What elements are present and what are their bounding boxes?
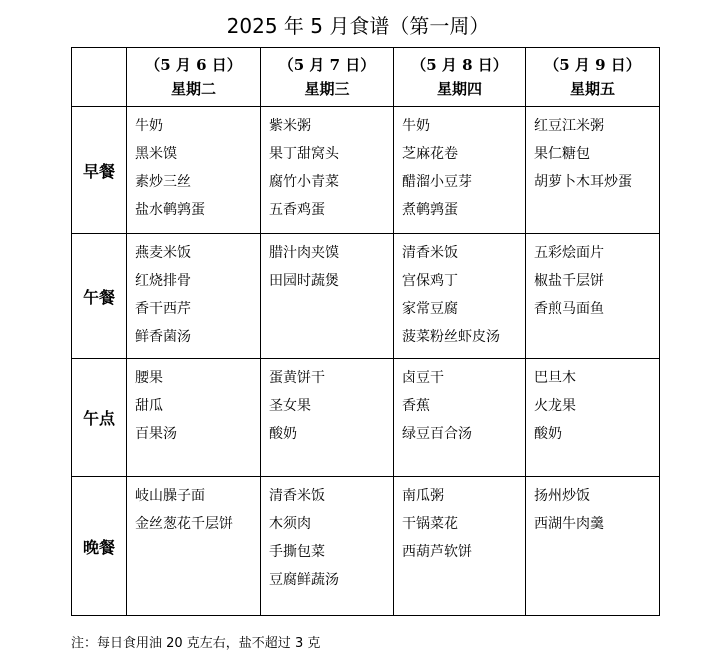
dish-item: 圣女果 [269,398,311,414]
page-title: 2025 年 5 月食谱（第一周） [226,14,490,38]
day-weekday: 星期二 [170,80,216,98]
dish-item: 甜瓜 [135,398,163,414]
dish-item: 芝麻花卷 [402,146,458,162]
dish-item: 酸奶 [269,426,297,442]
dish-item: 清香米饭 [269,488,325,504]
menu-cell [261,359,394,477]
dish-item: 牛奶 [402,118,430,134]
dish-item: 胡萝卜木耳炒蛋 [534,174,632,190]
day-weekday: 星期五 [569,80,615,98]
footnote: 注：每日食用油 20 克左右，盐不超过 3 克 [71,636,321,651]
menu-cell [261,477,394,616]
dish-item: 腊汁肉夹馍 [269,245,339,261]
dish-item: 紫米粥 [269,118,311,134]
dish-item: 西葫芦软饼 [402,544,472,560]
day-header-tue [127,48,261,107]
dish-item: 腰果 [135,370,163,386]
dish-item: 香干西芹 [135,301,191,317]
dish-item: 腐竹小青菜 [269,174,339,190]
menu-cell [526,359,660,477]
dish-item: 干锅菜花 [402,516,458,532]
dish-item: 豆腐鲜蔬汤 [269,572,339,588]
menu-table [71,47,660,616]
day-date: （5 月 8 日） [411,56,508,74]
dish-item: 扬州炒饭 [534,488,590,504]
dish-item: 宫保鸡丁 [402,273,458,289]
menu-cell [394,107,526,234]
dish-item: 燕麦米饭 [135,245,191,261]
meal-row-breakfast [72,107,660,234]
meal-row-snack [72,359,660,477]
header-row [72,48,660,107]
dish-item: 红烧排骨 [135,273,191,289]
dish-item: 火龙果 [534,398,576,414]
dish-item: 木须肉 [269,516,311,532]
dish-item: 巴旦木 [534,370,576,386]
day-header-thu [394,48,526,107]
dish-item: 绿豆百合汤 [402,426,472,442]
day-date: （5 月 6 日） [145,56,242,74]
dish-item: 红豆江米粥 [534,118,604,134]
dish-item: 岐山臊子面 [135,488,205,504]
dish-item: 香煎马面鱼 [534,301,604,317]
day-weekday: 星期四 [436,80,482,98]
dish-item: 牛奶 [135,118,163,134]
menu-cell [127,477,261,616]
menu-cell [526,234,660,359]
meal-label: 早餐 [72,107,127,234]
day-date: （5 月 7 日） [278,56,376,74]
dish-item: 五彩烩面片 [534,245,604,261]
corner-cell [72,48,127,107]
dish-item: 百果汤 [135,426,177,442]
day-weekday: 星期三 [304,80,350,98]
meal-row-dinner [72,477,660,616]
menu-cell [394,359,526,477]
dish-item: 酸奶 [534,426,562,442]
dish-item: 素炒三丝 [135,174,191,190]
menu-cell [526,477,660,616]
dish-item: 西湖牛肉羹 [534,516,604,532]
dish-item: 菠菜粉丝虾皮汤 [402,329,500,345]
menu-cell [394,234,526,359]
dish-item: 手撕包菜 [269,544,325,560]
dish-item: 家常豆腐 [402,301,458,317]
day-header-wed [261,48,394,107]
menu-cell [261,107,394,234]
dish-item: 南瓜粥 [402,488,444,504]
dish-item: 蛋黄饼干 [269,370,325,386]
dish-item: 田园时蔬煲 [269,273,339,289]
menu-cell [261,234,394,359]
dish-item: 盐水鹌鹑蛋 [135,202,205,218]
day-header-fri [526,48,660,107]
menu-cell [394,477,526,616]
menu-cell [127,234,261,359]
dish-item: 椒盐千层饼 [534,273,604,289]
meal-label: 午餐 [72,234,127,359]
dish-item: 果丁甜窝头 [269,146,339,162]
dish-item: 鲜香菌汤 [135,329,191,345]
dish-item: 金丝葱花千层饼 [135,516,233,532]
dish-item: 果仁糖包 [534,146,590,162]
meal-label: 午点 [72,359,127,477]
menu-cell [127,359,261,477]
menu-cell [127,107,261,234]
meal-label: 晚餐 [72,477,127,616]
dish-item: 煮鹌鹑蛋 [402,202,458,218]
dish-item: 香蕉 [402,398,430,414]
dish-item: 五香鸡蛋 [269,202,325,218]
meal-row-lunch [72,234,660,359]
day-date: （5 月 9 日） [544,56,641,74]
dish-item: 黑米馍 [135,146,177,162]
dish-item: 卤豆干 [402,370,444,386]
dish-item: 醋溜小豆芽 [402,174,472,190]
menu-cell [526,107,660,234]
dish-item: 清香米饭 [402,245,458,261]
